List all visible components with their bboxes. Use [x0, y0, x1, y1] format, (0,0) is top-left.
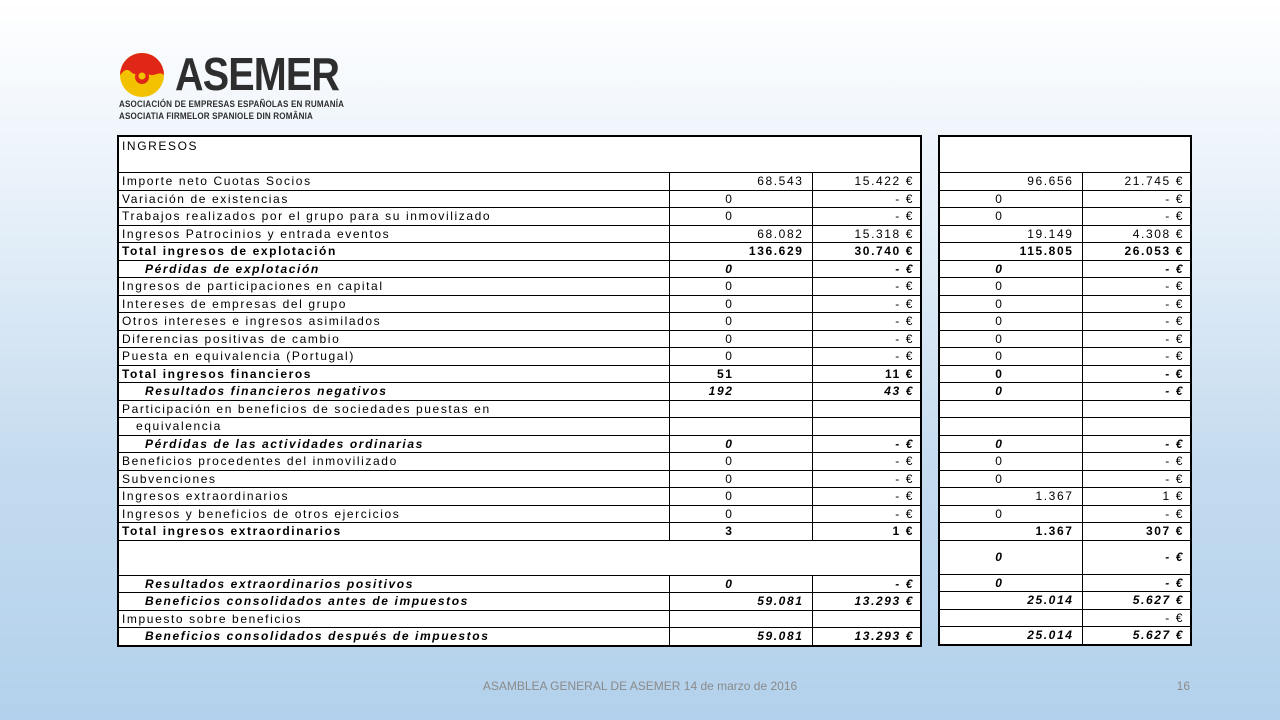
cell-euro: - €: [812, 190, 921, 208]
table-row: [939, 190, 1191, 208]
cell-value: 19.149: [939, 225, 1082, 243]
row-label: Total ingresos extraordinarios: [118, 523, 669, 541]
cell-value: 0: [939, 190, 1082, 208]
cell-value: [669, 400, 812, 418]
cell-value: 0: [939, 453, 1082, 471]
row-label: Pérdidas de las actividades ordinarias: [118, 435, 669, 453]
cell-euro: - €: [812, 453, 921, 471]
row-label: Ingresos extraordinarios: [118, 488, 669, 506]
cell-value: 96.656: [939, 173, 1082, 191]
income-table-left: [117, 135, 922, 647]
cell-value: 0: [939, 505, 1082, 523]
row-label: Ingresos Patrocinios y entrada eventos: [118, 225, 669, 243]
row-label: Subvenciones: [118, 470, 669, 488]
table-row: [939, 488, 1191, 506]
table-row: [939, 435, 1191, 453]
cell-value: 0: [669, 435, 812, 453]
cell-value: 0: [939, 383, 1082, 401]
row-label: Beneficios consolidados después de impuestos: [118, 628, 669, 646]
cell-euro: - €: [1082, 574, 1191, 592]
header-cell: [939, 136, 1191, 173]
table-row: [118, 313, 921, 331]
cell-value: 0: [939, 540, 1082, 574]
cell-value: 0: [939, 313, 1082, 331]
cell-euro: - €: [812, 470, 921, 488]
cell-value: 115.805: [939, 243, 1082, 261]
cell-euro: - €: [1082, 260, 1191, 278]
table-header-row: [939, 136, 1191, 173]
cell-euro: 1 €: [1082, 488, 1191, 506]
table-row: [939, 574, 1191, 592]
table-row: [118, 260, 921, 278]
cell-value: 68.543: [669, 173, 812, 191]
logo-subtitle-es: ASOCIACIÓN DE EMPRESAS ESPAÑOLAS EN RUMANÍA: [119, 99, 345, 110]
cell-value: 0: [939, 295, 1082, 313]
table-row: [939, 453, 1191, 471]
cell-euro: - €: [1082, 190, 1191, 208]
table-row: [939, 173, 1191, 191]
slide-footer: ASAMBLEA GENERAL DE ASEMER 14 de marzo de 2016: [482, 679, 798, 693]
cell-euro: - €: [1082, 383, 1191, 401]
row-label: Otros intereses e ingresos asimilados: [118, 313, 669, 331]
cell-value: 3: [669, 523, 812, 541]
cell-euro: - €: [812, 330, 921, 348]
income-table-right: [938, 135, 1192, 646]
cell-value: 59.081: [669, 593, 812, 611]
cell-value: 25.014: [939, 592, 1082, 610]
cell-euro: - €: [812, 278, 921, 296]
cell-euro: 43 €: [812, 383, 921, 401]
cell-euro: - €: [1082, 453, 1191, 471]
table-row: [118, 295, 921, 313]
cell-value: 0: [669, 278, 812, 296]
row-label: Resultados extraordinarios positivos: [118, 575, 669, 593]
cell-value: 0: [939, 208, 1082, 226]
cell-euro: 13.293 €: [812, 593, 921, 611]
cell-euro: 15.318 €: [812, 225, 921, 243]
row-label: Diferencias positivas de cambio: [118, 330, 669, 348]
cell-value: 0: [669, 575, 812, 593]
table-row: [939, 592, 1191, 610]
cell-euro: - €: [1082, 278, 1191, 296]
table-row: [118, 505, 921, 523]
table-row: [118, 330, 921, 348]
row-label: Impuesto sobre beneficios: [118, 610, 669, 628]
row-label: Ingresos de participaciones en capital: [118, 278, 669, 296]
row-label: Puesta en equivalencia (Portugal): [118, 348, 669, 366]
cell-value: 0: [939, 574, 1082, 592]
table-row: [118, 243, 921, 261]
cell-euro: 1 €: [812, 523, 921, 541]
cell-euro: - €: [812, 435, 921, 453]
table-row: [939, 295, 1191, 313]
cell-euro: - €: [812, 208, 921, 226]
cell-value: 0: [939, 330, 1082, 348]
cell-value: [669, 418, 812, 436]
cell-euro: 4.308 €: [1082, 225, 1191, 243]
table-row: [118, 418, 921, 436]
table-row: [118, 278, 921, 296]
cell-value: 0: [669, 348, 812, 366]
cell-euro: - €: [812, 313, 921, 331]
row-label: Intereses de empresas del grupo: [118, 295, 669, 313]
cell-value: [939, 609, 1082, 627]
cell-value: 59.081: [669, 628, 812, 646]
table-row: [118, 208, 921, 226]
cell-euro: 15.422 €: [812, 173, 921, 191]
cell-value: 0: [669, 190, 812, 208]
row-label: Total ingresos financieros: [118, 365, 669, 383]
cell-euro: - €: [1082, 295, 1191, 313]
table-row: [939, 260, 1191, 278]
cell-euro: 5.627 €: [1082, 627, 1191, 645]
table-row: [118, 628, 921, 646]
cell-euro: - €: [1082, 609, 1191, 627]
cell-euro: - €: [1082, 505, 1191, 523]
table-row: [118, 610, 921, 628]
row-label: Beneficios procedentes del inmovilizado: [118, 453, 669, 471]
logo-wordmark: ASEMER: [175, 48, 340, 100]
table-row: [939, 348, 1191, 366]
cell-value: 0: [669, 470, 812, 488]
row-label: Participación en beneficios de sociedades puestas en: [118, 400, 669, 418]
table-row: [939, 505, 1191, 523]
table-row: [939, 627, 1191, 645]
cell-euro: 5.627 €: [1082, 592, 1191, 610]
asemer-logo: [117, 48, 345, 126]
table-row: [939, 470, 1191, 488]
cell-euro: [812, 418, 921, 436]
cell-euro: 13.293 €: [812, 628, 921, 646]
table-row: [118, 348, 921, 366]
table-row: [939, 540, 1191, 574]
cell-euro: 30.740 €: [812, 243, 921, 261]
cell-value: 0: [939, 435, 1082, 453]
gap-cell: [118, 540, 921, 575]
row-label: Trabajos realizados por el grupo para su inmovilizado: [118, 208, 669, 226]
cell-value: 0: [669, 260, 812, 278]
row-label: Resultados financieros negativos: [118, 383, 669, 401]
cell-value: 0: [669, 488, 812, 506]
cell-value: 0: [939, 260, 1082, 278]
cell-euro: 11 €: [812, 365, 921, 383]
cell-value: 192: [669, 383, 812, 401]
row-label: Total ingresos de explotación: [118, 243, 669, 261]
row-label: Beneficios consolidados antes de impuestos: [118, 593, 669, 611]
cell-euro: - €: [1082, 435, 1191, 453]
cell-euro: - €: [812, 348, 921, 366]
cell-value: 0: [669, 313, 812, 331]
cell-value: [669, 610, 812, 628]
row-label: Importe neto Cuotas Socios: [118, 173, 669, 191]
table-row: [939, 330, 1191, 348]
cell-value: 0: [669, 505, 812, 523]
table-row: [939, 400, 1191, 418]
table-row: [939, 243, 1191, 261]
table-row: [939, 383, 1191, 401]
table-row: [118, 173, 921, 191]
cell-euro: - €: [1082, 313, 1191, 331]
cell-euro: [1082, 418, 1191, 436]
slide-number: 16: [1176, 679, 1190, 693]
cell-euro: [812, 400, 921, 418]
cell-euro: - €: [812, 488, 921, 506]
cell-euro: - €: [1082, 348, 1191, 366]
table-row: [118, 453, 921, 471]
row-label: Variación de existencias: [118, 190, 669, 208]
table-gap-row: [118, 540, 921, 575]
cell-value: 136.629: [669, 243, 812, 261]
cell-euro: 26.053 €: [1082, 243, 1191, 261]
table-row: [118, 523, 921, 541]
table-header-row: [118, 136, 921, 173]
cell-value: 0: [939, 278, 1082, 296]
cell-euro: [1082, 400, 1191, 418]
cell-euro: 21.745 €: [1082, 173, 1191, 191]
cell-value: 0: [669, 330, 812, 348]
table-row: [118, 575, 921, 593]
table-row: [118, 383, 921, 401]
table-row: [118, 400, 921, 418]
cell-euro: - €: [812, 505, 921, 523]
row-label: equivalencia: [118, 418, 669, 436]
row-label: Ingresos y beneficios de otros ejercicios: [118, 505, 669, 523]
cell-value: 0: [939, 365, 1082, 383]
table-row: [118, 470, 921, 488]
cell-euro: - €: [812, 295, 921, 313]
cell-euro: 307 €: [1082, 523, 1191, 541]
cell-euro: - €: [1082, 208, 1191, 226]
table-row: [939, 278, 1191, 296]
asemer-logo-icon: [119, 52, 165, 98]
table-row: [939, 208, 1191, 226]
cell-value: 51: [669, 365, 812, 383]
row-label: Pérdidas de explotación: [118, 260, 669, 278]
cell-value: 0: [669, 208, 812, 226]
cell-value: 0: [939, 470, 1082, 488]
cell-euro: - €: [1082, 470, 1191, 488]
table-row: [939, 418, 1191, 436]
cell-value: 1.367: [939, 523, 1082, 541]
table-row: [118, 488, 921, 506]
table-row: [939, 523, 1191, 541]
cell-value: 0: [669, 295, 812, 313]
cell-euro: - €: [1082, 365, 1191, 383]
table-row: [939, 609, 1191, 627]
cell-value: [939, 400, 1082, 418]
table-row: [118, 365, 921, 383]
table-row: [939, 225, 1191, 243]
table-row: [118, 190, 921, 208]
cell-euro: - €: [1082, 330, 1191, 348]
cell-value: 68.082: [669, 225, 812, 243]
table-row: [118, 435, 921, 453]
cell-euro: - €: [812, 575, 921, 593]
table-row: [118, 593, 921, 611]
cell-euro: [812, 610, 921, 628]
table-header: INGRESOS: [118, 136, 921, 173]
cell-euro: - €: [1082, 540, 1191, 574]
logo-subtitle-ro: ASOCIATIA FIRMELOR SPANIOLE DIN ROMÂNIA: [119, 111, 314, 122]
cell-euro: - €: [812, 260, 921, 278]
cell-value: 0: [939, 348, 1082, 366]
table-row: [939, 313, 1191, 331]
table-row: [118, 225, 921, 243]
cell-value: [939, 418, 1082, 436]
table-row: [939, 365, 1191, 383]
cell-value: 1.367: [939, 488, 1082, 506]
cell-value: 25.014: [939, 627, 1082, 645]
cell-value: 0: [669, 453, 812, 471]
